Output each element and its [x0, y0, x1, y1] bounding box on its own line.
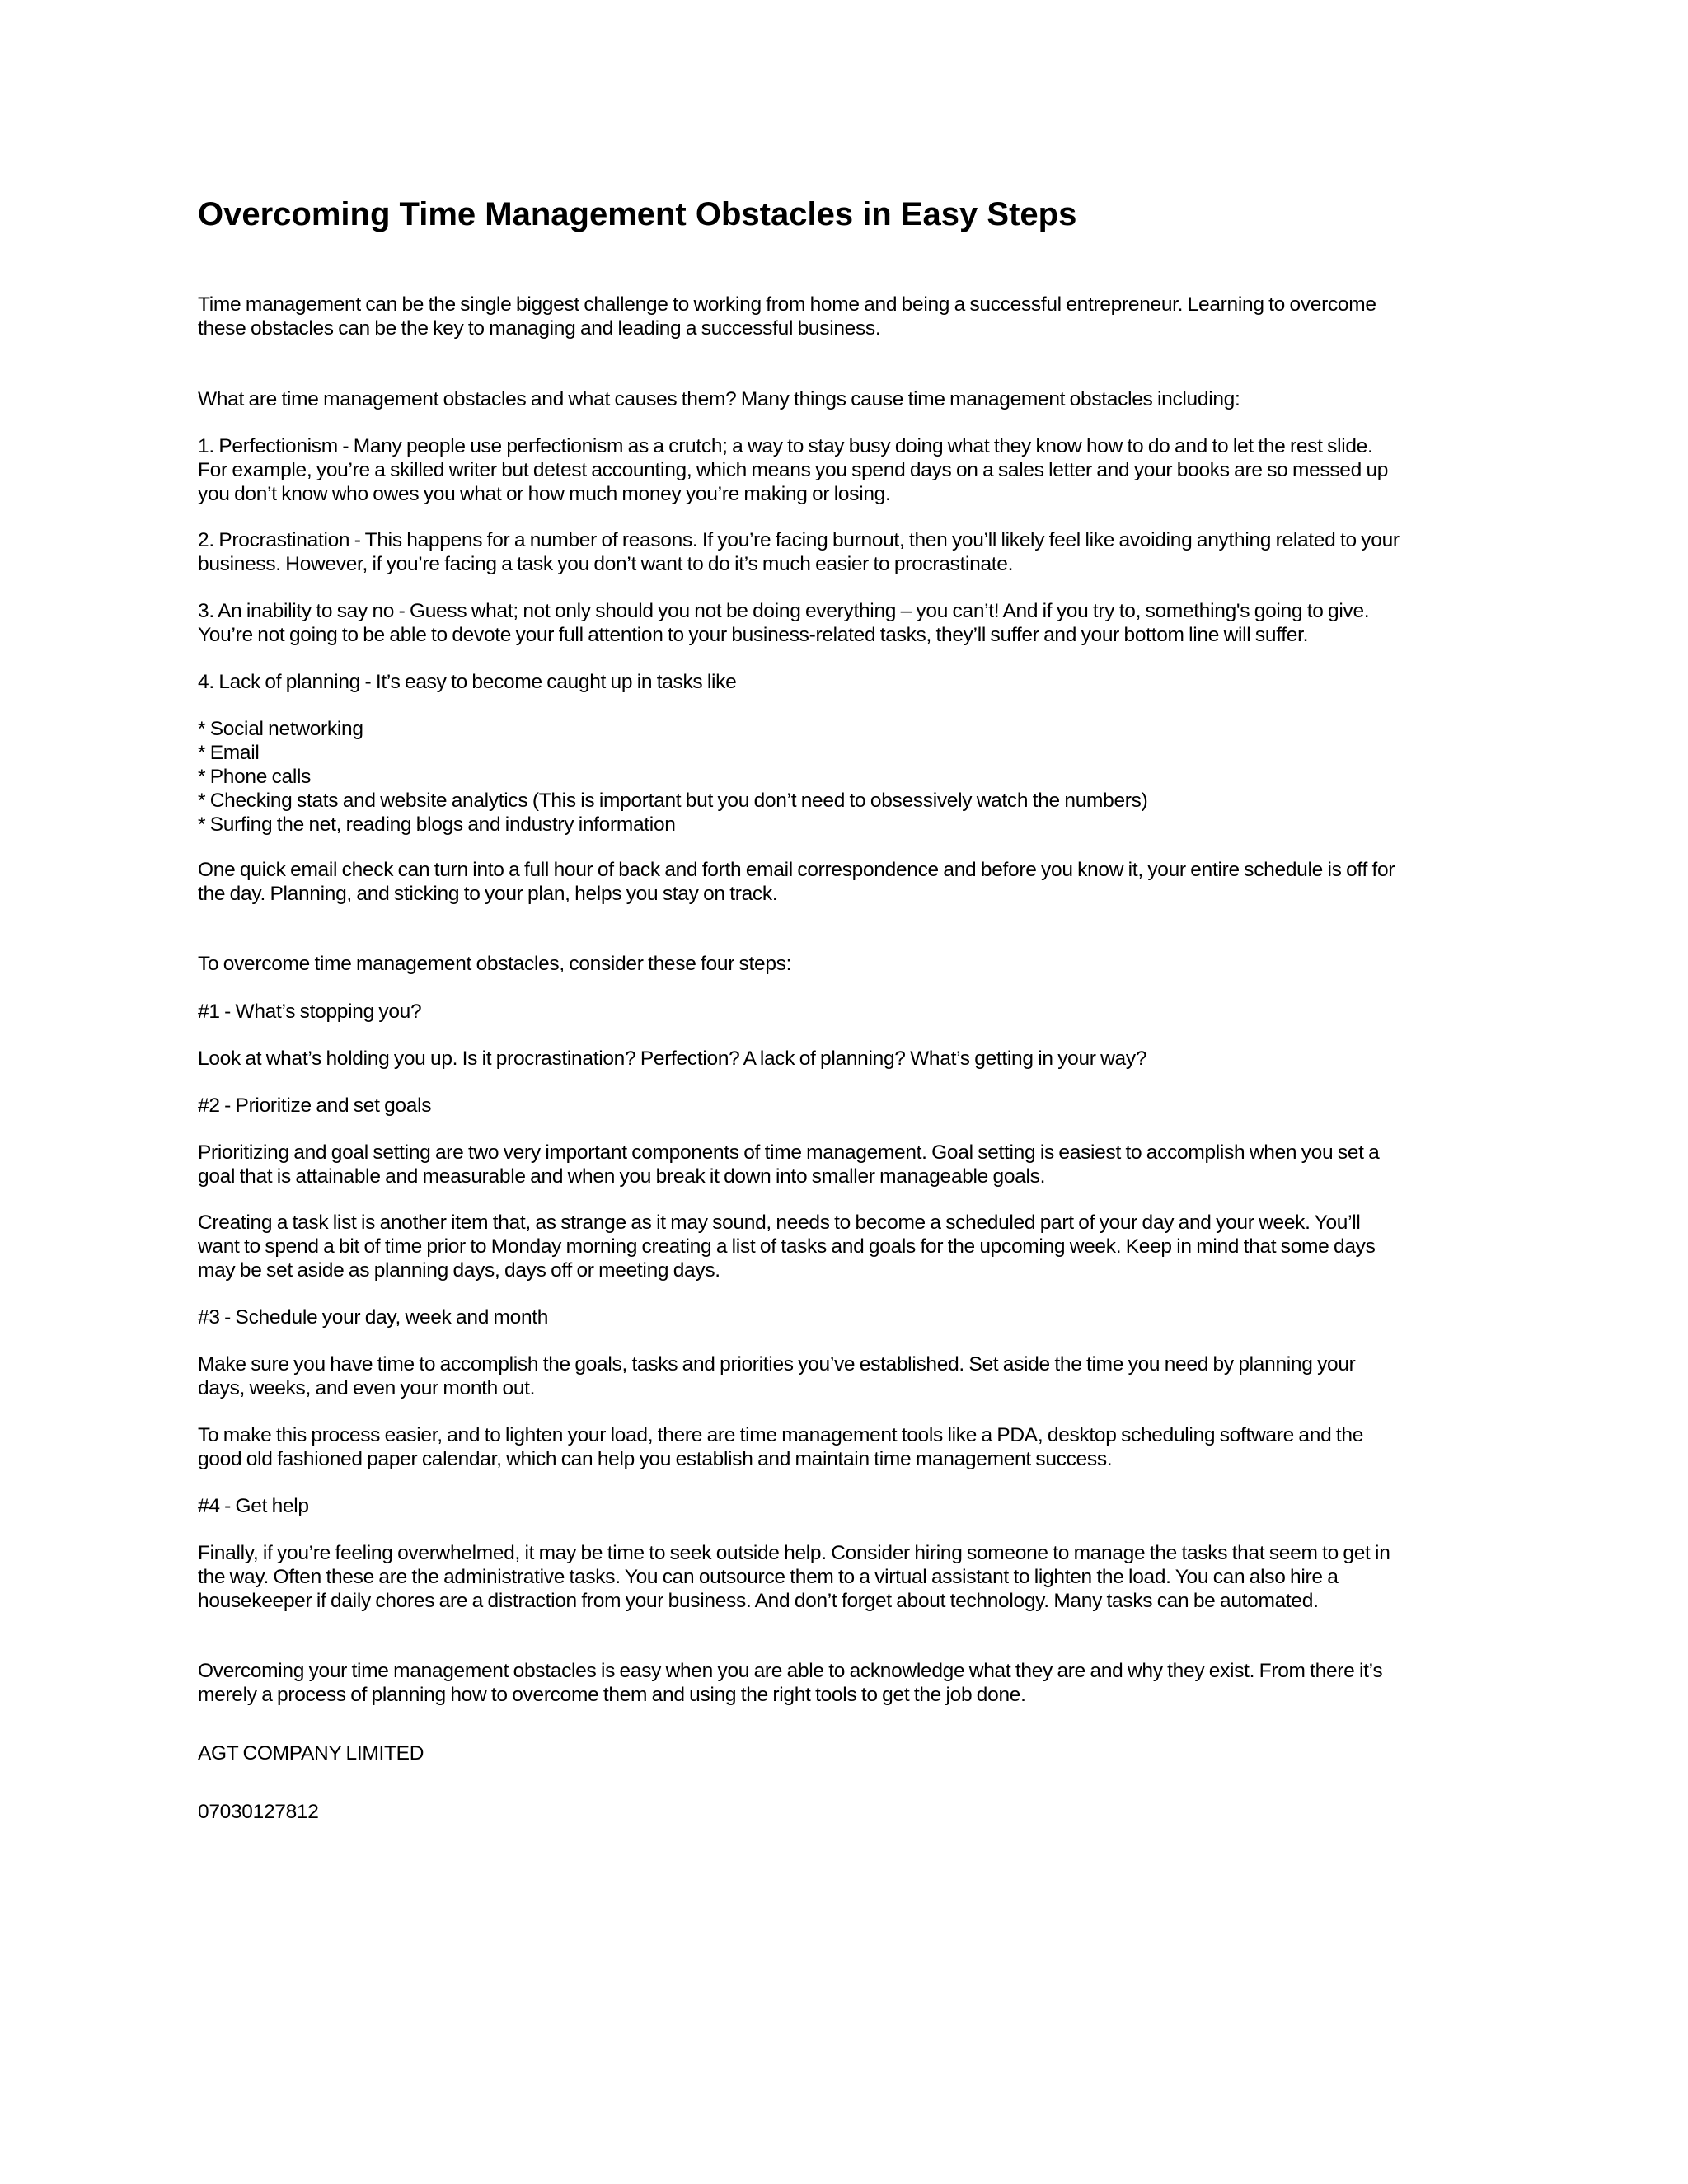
list-item: * Surfing the net, reading blogs and industry information: [198, 813, 676, 836]
step-body-line: To make this process easier, and to lighten your load, there are time management tools like a PDA, desktop scheduling software and the: [198, 1424, 1364, 1446]
step1-body: [198, 1047, 1500, 1071]
step-body-line: Look at what’s holding you up. Is it procrastination? Perfection? A lack of planning? What’s getting in your way?: [198, 1047, 1147, 1070]
email-line: One quick email check can turn into a full hour of back and forth email correspondence and before you know it, your entire schedule is off for: [198, 859, 1395, 881]
step-body-line: housekeeper if daily chores are a distraction from your business. And don’t forget about technology. Many tasks can be automated.: [198, 1590, 1319, 1612]
list-item: * Phone calls: [198, 766, 312, 788]
step-heading-line: #1 - What’s stopping you?: [198, 1001, 422, 1023]
perfectionism-line: For example, you’re a skilled writer but detest accounting, which means you spend days on a sales letter and your books are so messed up: [198, 459, 1389, 481]
inability-paragraph: [198, 599, 1500, 647]
conclusion-paragraph: [198, 1659, 1500, 1707]
perfectionism-paragraph: [198, 434, 1500, 506]
step1-heading: [198, 1000, 1500, 1024]
step-body-line: Finally, if you’re feeling overwhelmed, it may be time to seek outside help. Consider hiring someone to manage the tasks that seem to get in: [198, 1542, 1390, 1564]
perfectionism-line: 1. Perfectionism - Many people use perfectionism as a crutch; a way to stay busy doing what they know how to do and to let the rest slide.: [198, 435, 1373, 457]
document-title: Overcoming Time Management Obstacles in Easy Steps: [198, 196, 1077, 232]
step-body-line: Prioritizing and goal setting are two very important components of time management. Goal setting is easiest to accomplish when you set a: [198, 1141, 1380, 1164]
phone-line: 07030127812: [198, 1801, 319, 1823]
company-name: [198, 1741, 1500, 1765]
list-item: * Checking stats and website analytics (This is important but you don’t need to obsessively watch the numbers): [198, 790, 1148, 812]
step-body-line: may be set aside as planning days, days off or meeting days.: [198, 1259, 720, 1282]
intro-line: these obstacles can be the key to managing and leading a successful business.: [198, 317, 881, 340]
planning-line: 4. Lack of planning - It’s easy to become caught up in tasks like: [198, 671, 737, 693]
conclusion-line: merely a process of planning how to overcome them and using the right tools to get the job done.: [198, 1684, 1026, 1706]
step4-heading: [198, 1494, 1500, 1518]
step-body-line: Creating a task list is another item that, as strange as it may sound, needs to become a scheduled part of your day and your week. You’ll: [198, 1212, 1361, 1234]
step-heading-line: #4 - Get help: [198, 1495, 309, 1517]
step-heading-line: #2 - Prioritize and set goals: [198, 1094, 432, 1117]
task-list: [198, 717, 1500, 837]
question-paragraph: [198, 387, 1500, 411]
steps-intro-line: To overcome time management obstacles, consider these four steps:: [198, 953, 792, 975]
step4-body: [198, 1541, 1500, 1613]
step2-heading: [198, 1094, 1500, 1118]
procrastination-paragraph: [198, 528, 1500, 576]
intro-paragraph: [198, 293, 1500, 340]
step-body-line: good old fashioned paper calendar, which can help you establish and maintain time management success.: [198, 1448, 1113, 1470]
step3-heading: [198, 1305, 1500, 1329]
step2-body-goals: [198, 1141, 1500, 1188]
step-body-line: goal that is attainable and measurable and when you break it down into smaller manageable goals.: [198, 1165, 1046, 1188]
step2-body-tasklist: [198, 1211, 1500, 1282]
step3-body-schedule: [198, 1352, 1500, 1400]
step3-body-tools: [198, 1423, 1500, 1471]
procrastination-line: business. However, if you’re facing a task you don’t want to do it’s much easier to procrastinate.: [198, 553, 1014, 575]
question-line: What are time management obstacles and what causes them? Many things cause time management obstacles including:: [198, 388, 1240, 410]
step-body-line: want to spend a bit of time prior to Monday morning creating a list of tasks and goals for the upcoming week. Keep in mind that some days: [198, 1235, 1376, 1258]
email-line: the day. Planning, and sticking to your plan, helps you stay on track.: [198, 883, 778, 905]
phone-number: [198, 1800, 1500, 1824]
email-paragraph: [198, 858, 1500, 906]
step-heading-line: #3 - Schedule your day, week and month: [198, 1306, 549, 1329]
intro-line: Time management can be the single biggest challenge to working from home and being a successful entrepreneur. Learning to overcome: [198, 293, 1376, 316]
list-item: * Social networking: [198, 718, 363, 740]
perfectionism-line: you don’t know who owes you what or how much money you’re making or losing.: [198, 483, 891, 505]
step-body-line: Make sure you have time to accomplish the goals, tasks and priorities you’ve established. Set aside the time you need by planning your: [198, 1353, 1356, 1376]
procrastination-line: 2. Procrastination - This happens for a number of reasons. If you’re facing burnout, then you’ll likely feel like avoiding anything related to your: [198, 529, 1400, 551]
inability-line: 3. An inability to say no - Guess what; not only should you not be doing everything – you can’t! And if you try to, something's going to give.: [198, 600, 1370, 622]
steps-intro: [198, 952, 1500, 976]
inability-line: You’re not going to be able to devote your full attention to your business-related tasks, they’ll suffer and your bottom line will suffer.: [198, 624, 1309, 646]
step-body-line: days, weeks, and even your month out.: [198, 1377, 536, 1399]
company-line: AGT COMPANY LIMITED: [198, 1742, 424, 1765]
planning-paragraph: [198, 670, 1500, 694]
list-item: * Email: [198, 742, 260, 764]
step-body-line: the way. Often these are the administrative tasks. You can outsource them to a virtual assistant to lighten the load. You can also hire a: [198, 1566, 1339, 1588]
conclusion-line: Overcoming your time management obstacles is easy when you are able to acknowledge what they are and why they exist. From there it’s: [198, 1660, 1383, 1682]
